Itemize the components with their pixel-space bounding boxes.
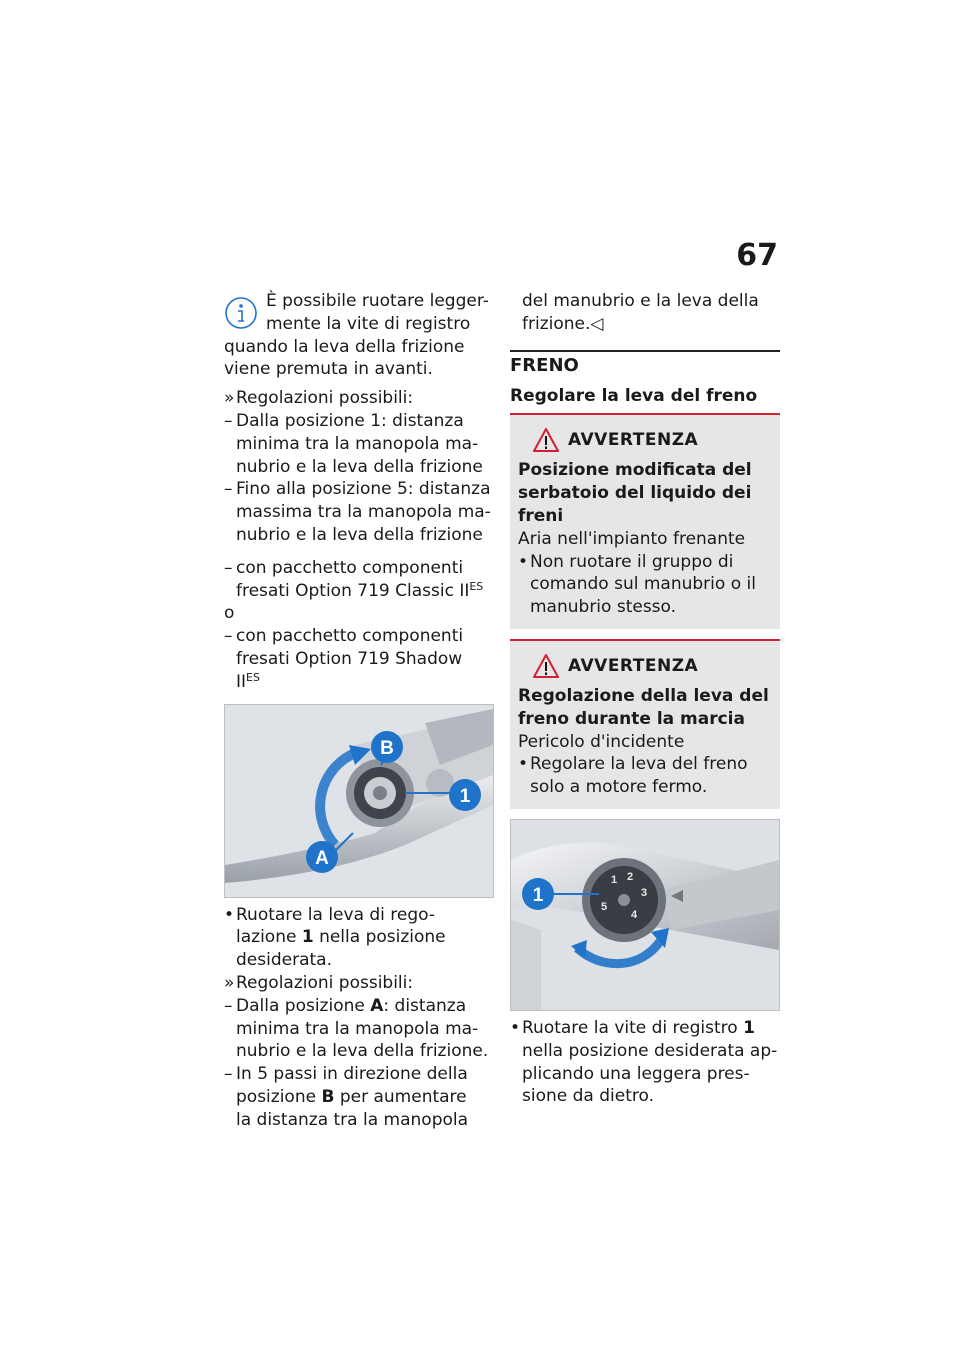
dash-item: – con pacchetto componenti — [224, 557, 464, 578]
info-text-line: È possibile ruotare legger- — [266, 291, 489, 311]
info-icon — [224, 296, 258, 330]
dial-number-4: 4 — [631, 908, 638, 921]
dash-item: – Dalla posizione A: distanza — [224, 995, 467, 1016]
warning-title: Regolazione della leva del — [518, 685, 769, 706]
dash-item: – con pacchetto componenti — [224, 626, 464, 647]
dash-item-cont: posizione B per aumentare — [236, 1086, 467, 1107]
dash-item-cont: fresati Option 719 Shadow — [236, 648, 463, 669]
warning-title: serbatoio del liquido dei — [518, 483, 752, 504]
info-text-line: viene premuta in avanti. — [224, 359, 433, 380]
dash-item-cont: $II^{ES}$ — [236, 670, 260, 692]
es-superscript: ES — [469, 579, 484, 593]
info-text-line: quando la leva della frizione — [224, 336, 465, 357]
brake-lever-figure — [510, 819, 780, 1011]
right-column — [510, 290, 780, 1108]
warning-bullet: • Regolare la leva del freno — [518, 754, 748, 775]
bullet-step-cont: sione da dietro. — [522, 1086, 654, 1107]
dash-item: – In 5 passi in direzione della — [224, 1064, 468, 1085]
warning-triangle-icon — [532, 427, 560, 453]
page-number: 67 — [736, 238, 778, 273]
dash-item-cont: minima tra la manopola ma- — [236, 1018, 479, 1039]
or-text: o — [224, 603, 235, 624]
bullet-step-cont: nella posizione desiderata ap- — [522, 1040, 778, 1061]
dash-item-cont: la distanza tra la manopola — [236, 1109, 469, 1130]
possible-settings: » Regolazioni possibili: — [224, 388, 414, 409]
dash-item: – Dalla posizione 1: distanza — [224, 410, 464, 431]
bullet-step-cont: lazione 1 nella posizione — [236, 927, 446, 948]
warning-box-1 — [510, 413, 780, 629]
bullet-step: • Ruotare la leva di rego- — [224, 904, 436, 925]
continued-text: del manubrio e la leva della — [522, 291, 759, 311]
bullet-step-cont: plicando una leggera pres- — [522, 1063, 750, 1084]
warning-label: AVVERTENZA — [568, 430, 699, 451]
warning-bullet-cont: comando sul manubrio o il — [530, 574, 756, 595]
warning-box-2 — [510, 639, 780, 809]
bullet-step-cont: desiderata. — [236, 950, 332, 971]
warning-title: freni — [518, 505, 564, 526]
possible-settings: » Regolazioni possibili: — [224, 972, 414, 993]
info-text-line: mente la vite di registro — [266, 313, 471, 334]
dial-number-1: 1 — [611, 873, 618, 886]
dash-item-cont: fresati Option 719 Classic $II^{ES}$ — [236, 579, 484, 601]
es-superscript: ES — [246, 670, 260, 684]
warning-body: Pericolo d'incidente — [518, 731, 685, 752]
end-mark: ◁ — [590, 313, 604, 334]
warning-bullet-cont: manubrio stesso. — [530, 597, 677, 618]
clutch-lever-figure — [224, 704, 494, 898]
dash-item-cont: nubrio e la leva della frizione. — [236, 1041, 489, 1062]
dash-item-cont: nubrio e la leva della frizione — [236, 456, 483, 477]
dash-item-cont: massima tra la manopola ma- — [236, 502, 491, 523]
warning-bullet-cont: solo a motore fermo. — [530, 777, 708, 798]
subsection-title: Regolare la leva del freno — [510, 385, 758, 406]
callout-b: B — [380, 737, 394, 759]
dash-item: – Fino alla posizione 5: distanza — [224, 479, 491, 500]
warning-body: Aria nell'impianto frenante — [518, 528, 746, 549]
dial-number-5: 5 — [601, 900, 608, 913]
bullet-step: • Ruotare la vite di registro 1 — [510, 1017, 755, 1038]
brake-lever-illustration — [511, 820, 779, 1010]
callout-a: A — [315, 847, 329, 869]
info-note — [224, 290, 494, 381]
continued-text: frizione.◁ — [522, 313, 604, 334]
section-title: FRENO — [510, 350, 780, 378]
callout-1: 1 — [532, 884, 544, 906]
warning-label: AVVERTENZA — [568, 655, 699, 676]
callout-1: 1 — [459, 785, 471, 807]
warning-bullet: • Non ruotare il gruppo di — [518, 551, 734, 572]
clutch-lever-illustration — [225, 705, 493, 897]
dash-item-cont: minima tra la manopola ma- — [236, 433, 479, 454]
warning-title: Posizione modificata del — [518, 460, 752, 481]
dial-number-3: 3 — [641, 886, 648, 899]
left-column — [224, 290, 494, 1132]
dash-item-cont: nubrio e la leva della frizione — [236, 524, 483, 545]
warning-triangle-icon — [532, 653, 560, 679]
dial-number-2: 2 — [627, 870, 634, 883]
warning-title: freno durante la marcia — [518, 708, 745, 729]
